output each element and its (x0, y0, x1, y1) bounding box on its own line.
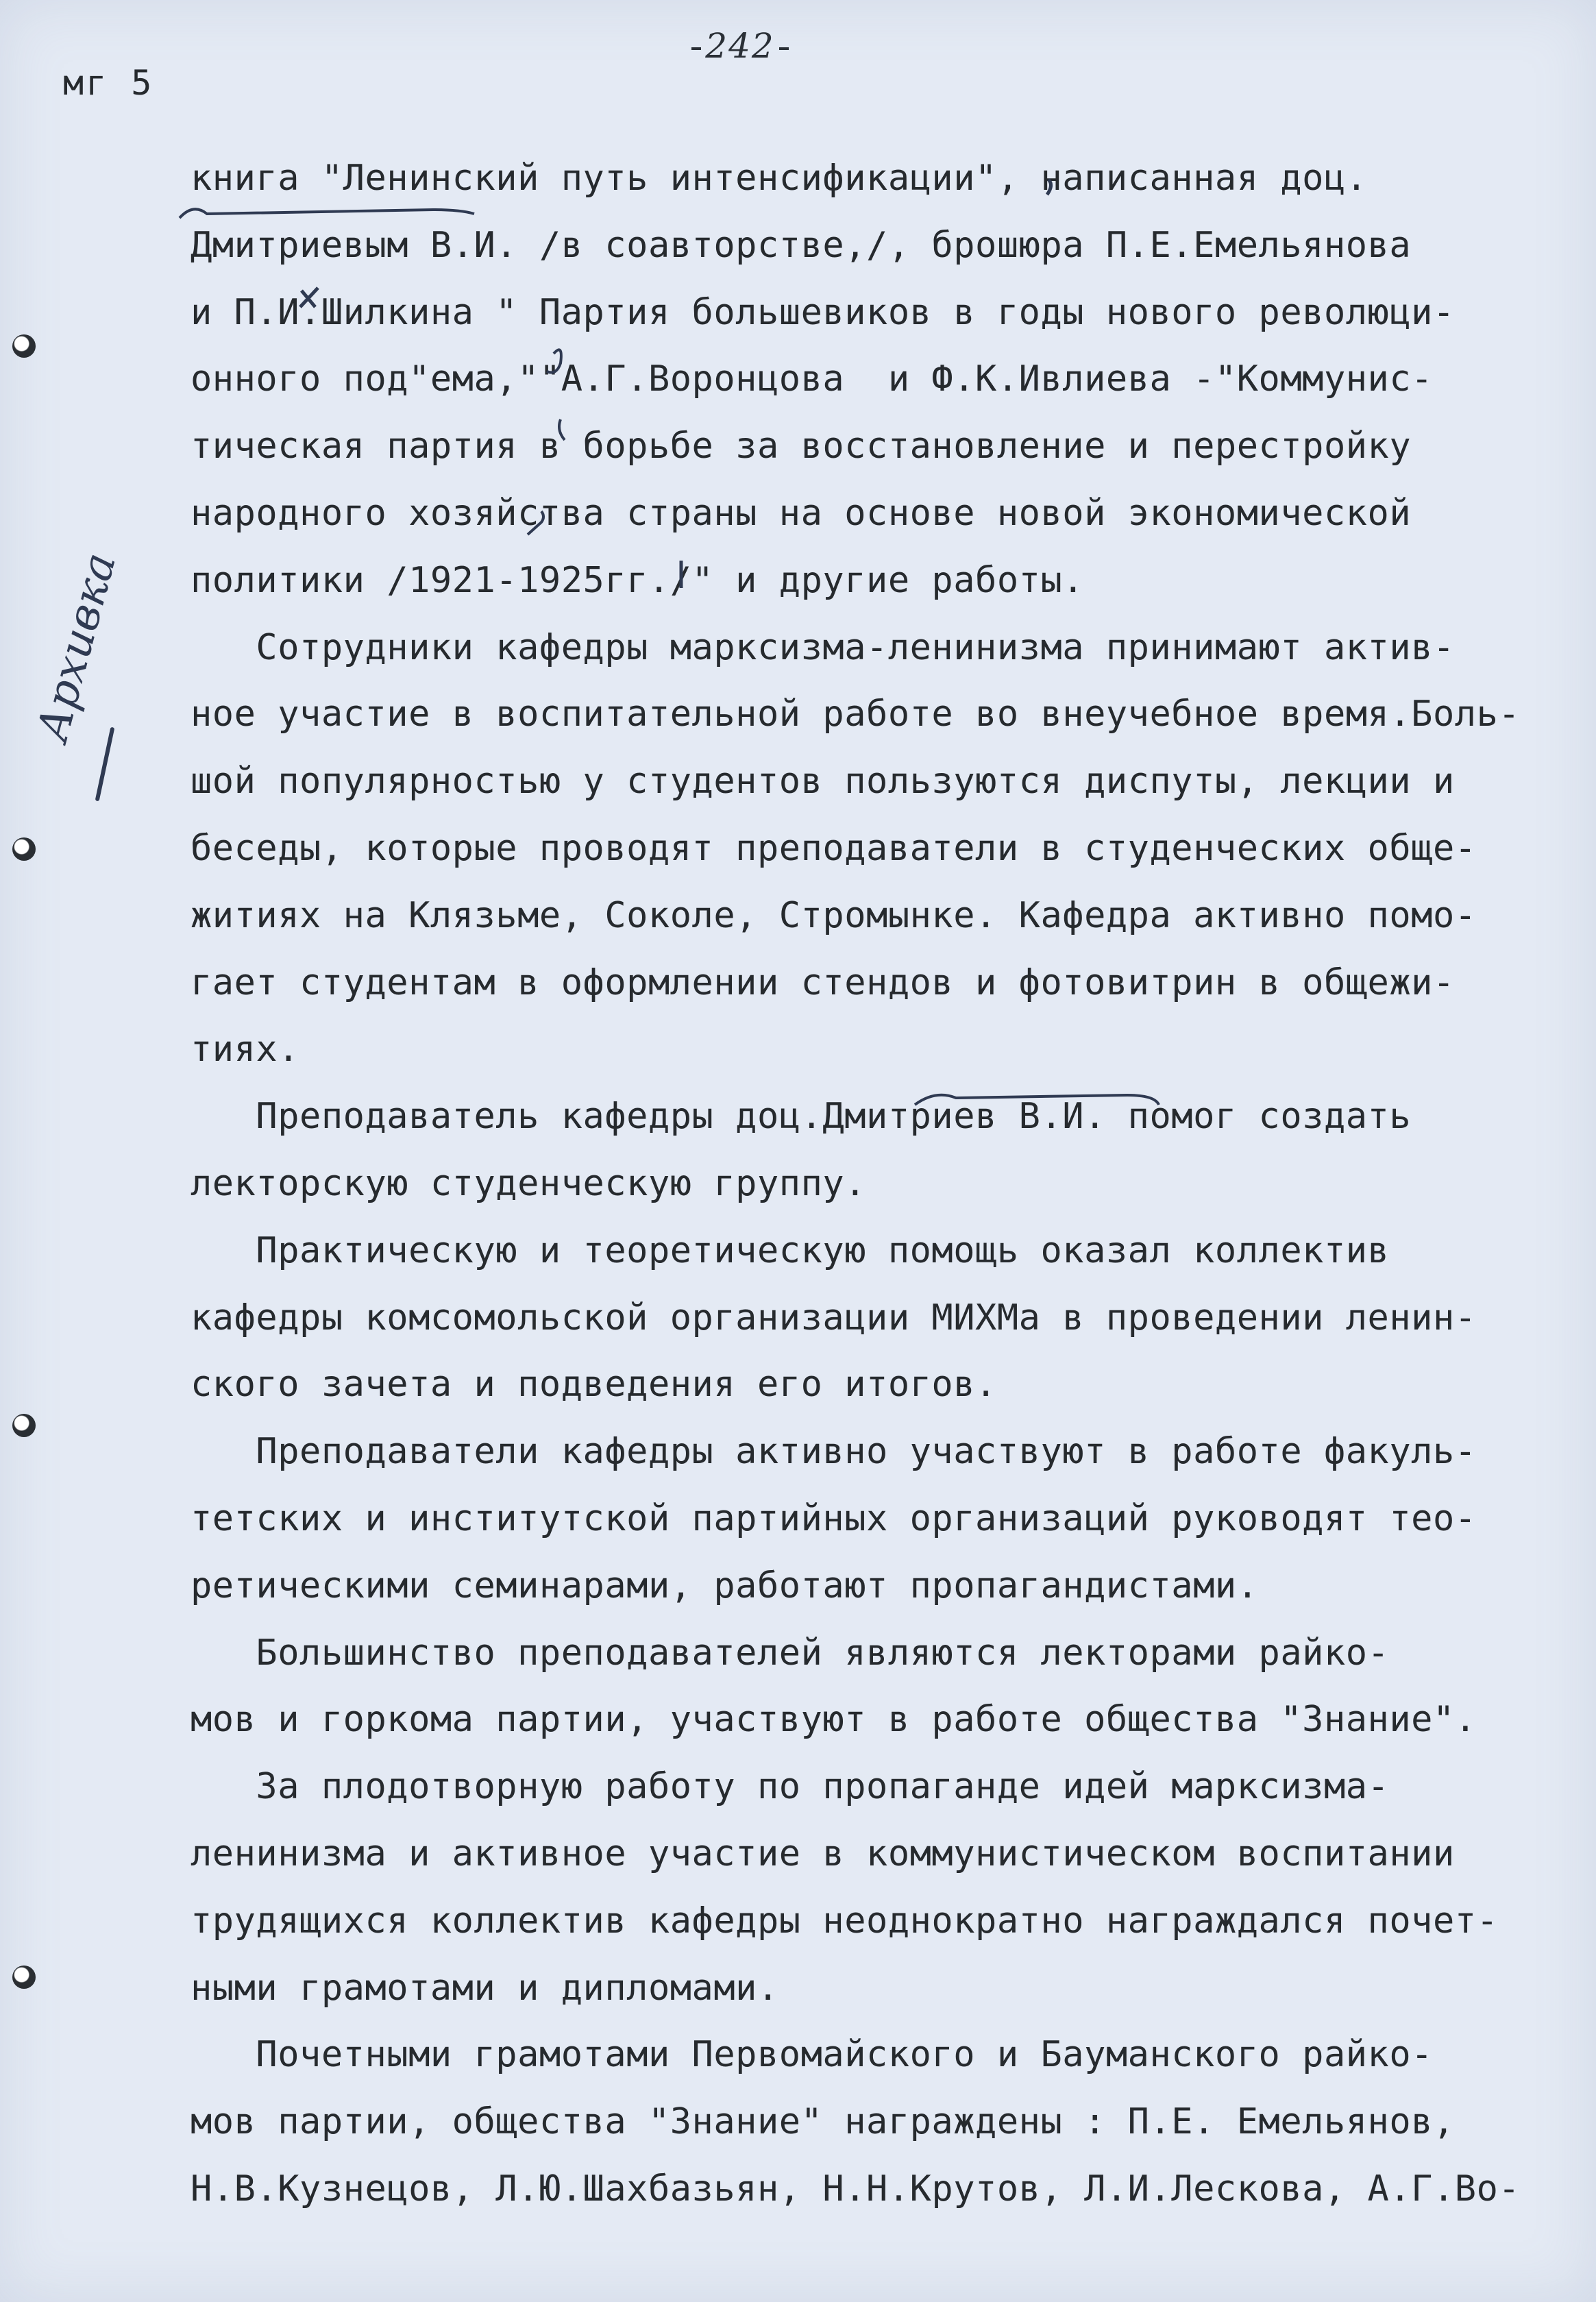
text-line: тиях. (191, 1029, 300, 1070)
text-line: ского зачета и подведения его итогов. (191, 1364, 997, 1406)
text-line: ретическими семинарами, работают пропагандистами. (191, 1565, 1259, 1606)
text-line: Дмитриевым В.И. /в соавторстве,/, брошюра П.Е.Емельянова (191, 224, 1412, 266)
punch-hole (12, 334, 36, 358)
text-line: и П.И.Шилкина " Партия большевиков в годы нового революци- (191, 291, 1455, 333)
text-line: мов и горкома партии, участвуют в работе общества "Знание". (191, 1699, 1477, 1741)
punch-hole (12, 1414, 36, 1437)
text-line: ное участие в воспитательной работе во внеучебное время.Боль- (191, 694, 1521, 735)
sheet-code: мг 5 (63, 63, 154, 103)
text-line: Почетными грамотами Первомайского и Бауманского райко- (191, 2034, 1433, 2076)
text-line: Преподаватель кафедры доц.Дмитриев В.И. помог создать (191, 1096, 1412, 1138)
text-line: народного хозяйства страны на основе новой экономической (191, 492, 1412, 534)
text-line: Практическую и теоретическую помощь оказал коллектив (191, 1229, 1390, 1271)
text-line: гает студентам в оформлении стендов и фотовитрин в общежи- (191, 962, 1455, 1003)
text-line: Преподаватели кафедры активно участвуют в работе факуль- (191, 1431, 1477, 1473)
text-line: ными грамотами и дипломами. (191, 1967, 779, 2009)
text-line: Сотрудники кафедры марксизма-ленинизма принимают актив- (191, 626, 1455, 668)
text-line: лекторскую студенческую группу. (191, 1162, 867, 1204)
text-line: политики /1921-1925гг./" и другие работы. (191, 559, 1085, 601)
page-number: 242 (672, 26, 809, 66)
punch-hole (12, 837, 36, 861)
text-line: трудящихся коллектив кафедры неоднократно награждался почет- (191, 1900, 1499, 1942)
text-line: Н.В.Кузнецов, Л.Ю.Шахбазьян, Н.Н.Крутов, Л.И.Лескова, А.Г.Во- (191, 2168, 1521, 2209)
typed-body-text (191, 145, 1534, 2223)
punch-hole (12, 1966, 36, 1989)
margin-handwritten-note: Архивка (27, 548, 127, 747)
text-line: кафедры комсомольской организации МИХМа в проведении ленин- (191, 1297, 1477, 1338)
text-line: шой популярностью у студентов пользуются диспуты, лекции и (191, 761, 1455, 803)
margin-tick-mark (95, 727, 115, 802)
text-line: житиях на Клязьме, Соколе, Стромынке. Кафедра активно помо- (191, 894, 1477, 936)
text-line: мов партии, общества "Знание" награждены : П.Е. Емельянов, (191, 2101, 1455, 2143)
text-line: тическая партия в борьбе за восстановление и перестройку (191, 426, 1412, 467)
text-line: тетских и институтской партийных организаций руководят тео- (191, 1497, 1477, 1539)
text-line: беседы, которые проводят преподаватели в студенческих обще- (191, 827, 1477, 869)
text-line: За плодотворную работу по пропаганде идей марксизма- (191, 1766, 1390, 1808)
text-line: книга "Ленинский путь интенсификации", написанная доц. (191, 158, 1368, 199)
text-line: онного под"ема,""А.Г.Воронцова и Ф.К.Ивлиева -"Коммунис- (191, 358, 1433, 400)
text-line: Большинство преподавателей являются лекторами райко- (191, 1632, 1390, 1674)
text-line: ленинизма и активное участие в коммунистическом воспитании (191, 1833, 1455, 1874)
